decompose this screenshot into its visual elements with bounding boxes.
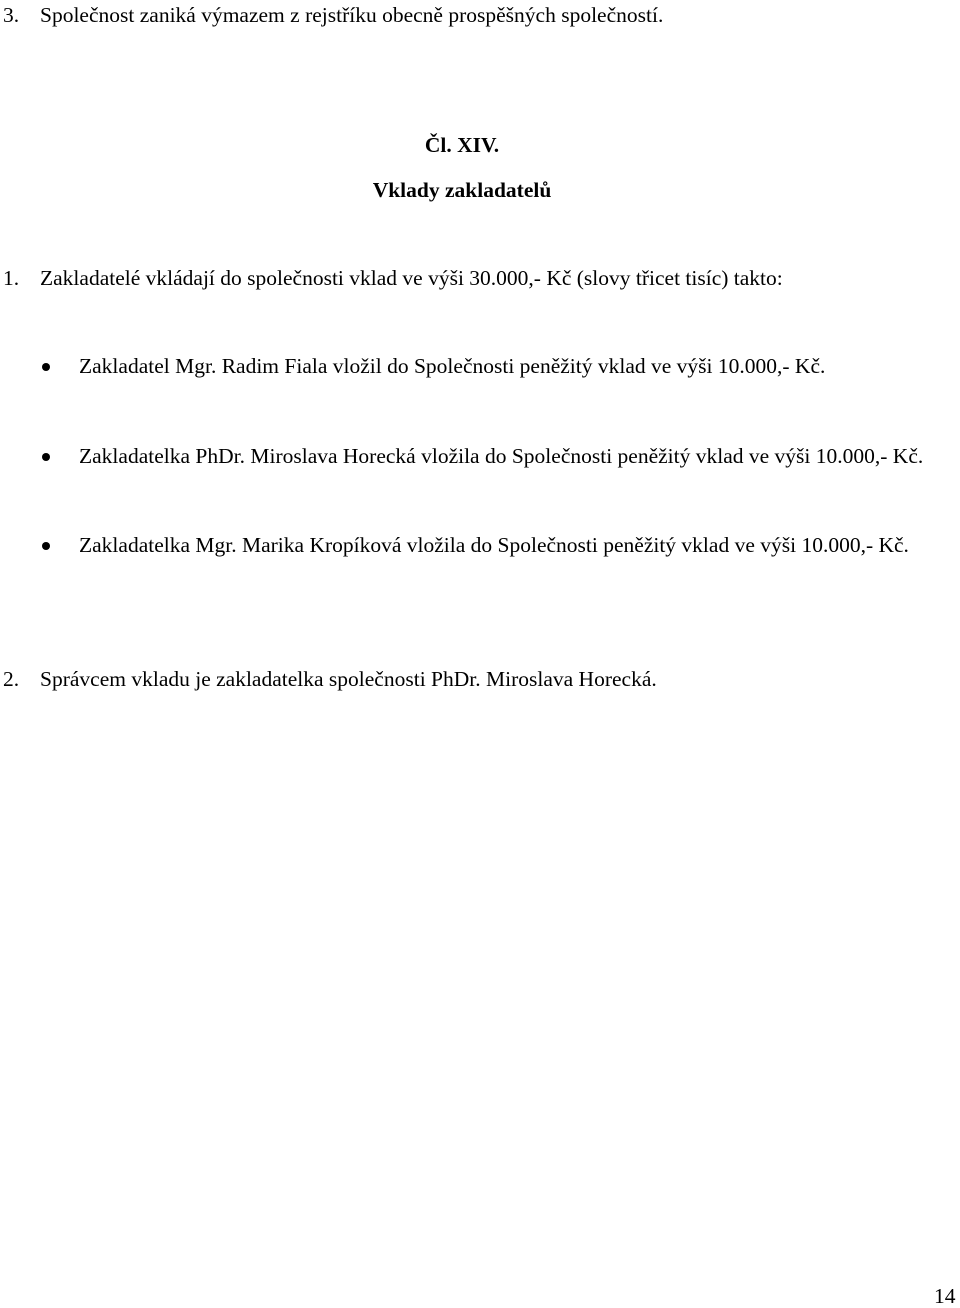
bullet-icon: [42, 542, 50, 550]
contribution-item: Zakladatelka Mgr. Marika Kropíková vložila do Společnosti peněžitý vklad ve výši 10.000,- Kč.: [79, 533, 909, 557]
item2-text: Správcem vkladu je zakladatelka společnosti PhDr. Miroslava Horecká.: [40, 667, 657, 691]
page-number: 14: [934, 1284, 956, 1308]
contribution-item: Zakladatelka PhDr. Miroslava Horecká vložila do Společnosti peněžitý vklad ve výši 10.000,- Kč.: [79, 444, 924, 468]
article-title: Vklady zakladatelů: [372, 178, 552, 202]
article-number: Čl. XIV.: [424, 133, 500, 157]
item1-text: Zakladatelé vkládají do společnosti vklad ve výši 30.000,- Kč (slovy třicet tisíc) takto:: [40, 266, 783, 290]
contribution-item: Zakladatel Mgr. Radim Fiala vložil do Společnosti peněžitý vklad ve výši 10.000,- Kč.: [79, 354, 826, 378]
bullet-icon: [42, 363, 50, 371]
item1-number: 1.: [3, 266, 20, 290]
item2-number: 2.: [3, 667, 20, 691]
item3-number: 3.: [3, 3, 20, 27]
item3-text: Společnost zaniká výmazem z rejstříku obecně prospěšných společností.: [40, 3, 664, 27]
bullet-icon: [42, 453, 50, 461]
